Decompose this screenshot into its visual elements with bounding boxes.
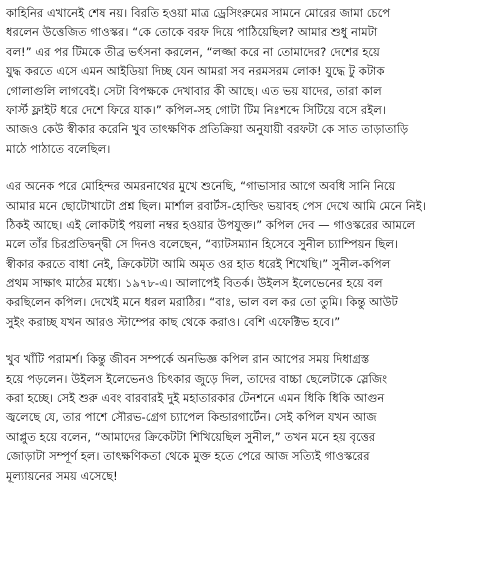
- text-line: আপ্লুত হয়ে বলেন, “আমাদের ক্রিকেটটা শিখিয়েছিল সুনীল,” তখন মনে হয় বৃত্তের: [6, 429, 376, 444]
- text-line: মাঠে পাঠাতে বলেছিল।: [6, 141, 111, 156]
- text-line: করছিলেন কপিল। দেখেই মনে ধরল মরাঠির। “বাঃ, ভাল বল কর তো তুমি। কিন্তু আউট: [6, 295, 398, 310]
- paragraph-2: [6, 177, 478, 332]
- text-line: কাহিনির এখানেই শেষ নয়। বিরতি হওয়া মাত্র ড্রেসিংরুমের সামনে মোরের জামা চেপে: [6, 6, 391, 20]
- text-line: হয়ে পড়লেন। উইলস ইলেভেনও চিৎকার জুড়ে দিল, তাদের বাচ্চা ছেলেটাকে স্লেজিং: [6, 371, 388, 386]
- text-line: গোলাগুলি লাগবেই। সেটা বিপক্ষকে দেখাবার কী আছে। এত ভয় যাদের, তারা কাল: [6, 83, 382, 98]
- text-line: জ্বলেছে যে, তার পাশে সৌরভ-গ্রেগ চ্যাপেল কিন্ডারগার্টেন। সেই কপিল যখন আজ: [6, 410, 377, 425]
- paragraph-3: [6, 350, 478, 486]
- text-line: আমার মনে ছোটোখাটো প্রশ্ন ছিল। মার্শাল রবার্টস-হোল্ডিং ভয়াবহ পেস দেখে আমি মেনে নিই।: [6, 198, 426, 213]
- text-line: জোড়াটা সম্পূর্ণ হল। তাৎক্ষণিকতা থেকে মুক্ত হতে পেরে আজ সত্যিই গাওস্করের: [6, 449, 370, 464]
- paragraph-1: [6, 4, 478, 159]
- text-line: খুব খাঁটি পরামর্শ। কিন্তু জীবন সম্পর্কে অনভিজ্ঞ কপিল রান আপের সময় দিধাগ্রস্ত: [6, 352, 370, 367]
- paragraph-gap: [6, 332, 478, 350]
- text-line: করা হচ্ছে। সেই শুরু এবং বারবারই দুই মহাতারকার টেনশনে এমন ধিকি ধিকি আগুন: [6, 391, 385, 406]
- text-line: ফার্স্ট ফ্লাইট ধরে দেশে ফিরে যাক।” কপিল-সহ গোটা টিম নিঃশব্দে সিটিয়ে বসে রইল।: [6, 102, 387, 117]
- text-line: আজও কেউ স্বীকার করেনি খুব তাৎক্ষণিক প্রতিক্রিয়া অনুযায়ী বরফটা কে সাত তাড়াতাড়ি: [6, 122, 409, 137]
- text-line: ধরলেন উত্তেজিত গাওস্কর। “কে তোকে বরফ দিয়ে পাঠিয়েছিল? আমার শুধু নামটা: [6, 25, 378, 40]
- paragraph-gap: [6, 159, 478, 177]
- text-line: প্রথম সাক্ষাৎ মাঠের মধ্যে। ১৯৭৮-এ। আলাপেই বিতর্ক। উইলস ইলেভেনের হয়ে বল: [6, 276, 383, 291]
- text-line: যুদ্ধ করতে এসে এমন আইডিয়া দিচ্ছ যেন আমরা সব নরমসরম লোক! যুদ্ধে টু কটাক: [6, 64, 385, 79]
- text-line: বল!” এর পর টিমকে তীব্র ভর্ৎসনা করলেন, “লজ্জা করে না তোমাদের? দেশের হয়ে: [6, 44, 380, 59]
- text-line: স্বীকার করতে বাধা নেই, ক্রিকেটটা আমি অমৃত ওর হাত ধরেই শিখেছি।” সুনীল-কপিল: [6, 256, 391, 271]
- text-line: মূল্যায়নের সময় এসেছে!: [6, 468, 118, 483]
- text-line: এর অনেক পরে মোহিন্দর অমরনাথের মুখে শুনেছি, “গাভাসার আগে অবধি সানি নিয়ে: [6, 179, 396, 194]
- text-line: ঠিকই আছে। এই লোকটাই পয়লা নম্বর হওয়ার উপযুক্ত।” কপিল দেব — গাওস্করের আমলে: [6, 217, 416, 232]
- text-line: সুইং করাচ্ছ যখন আরও স্টাম্পের কাছ থেকে করাও। বেশি এফেক্টিভ হবে।”: [6, 314, 341, 329]
- text-line: মলে তাঁর চিরপ্রতিদ্বন্দ্বী সে দিনও বলেছেন, “ব্যাটসম্যান হিসেবে সুনীল চ্যাম্পিয়ন ছিল।: [6, 237, 399, 252]
